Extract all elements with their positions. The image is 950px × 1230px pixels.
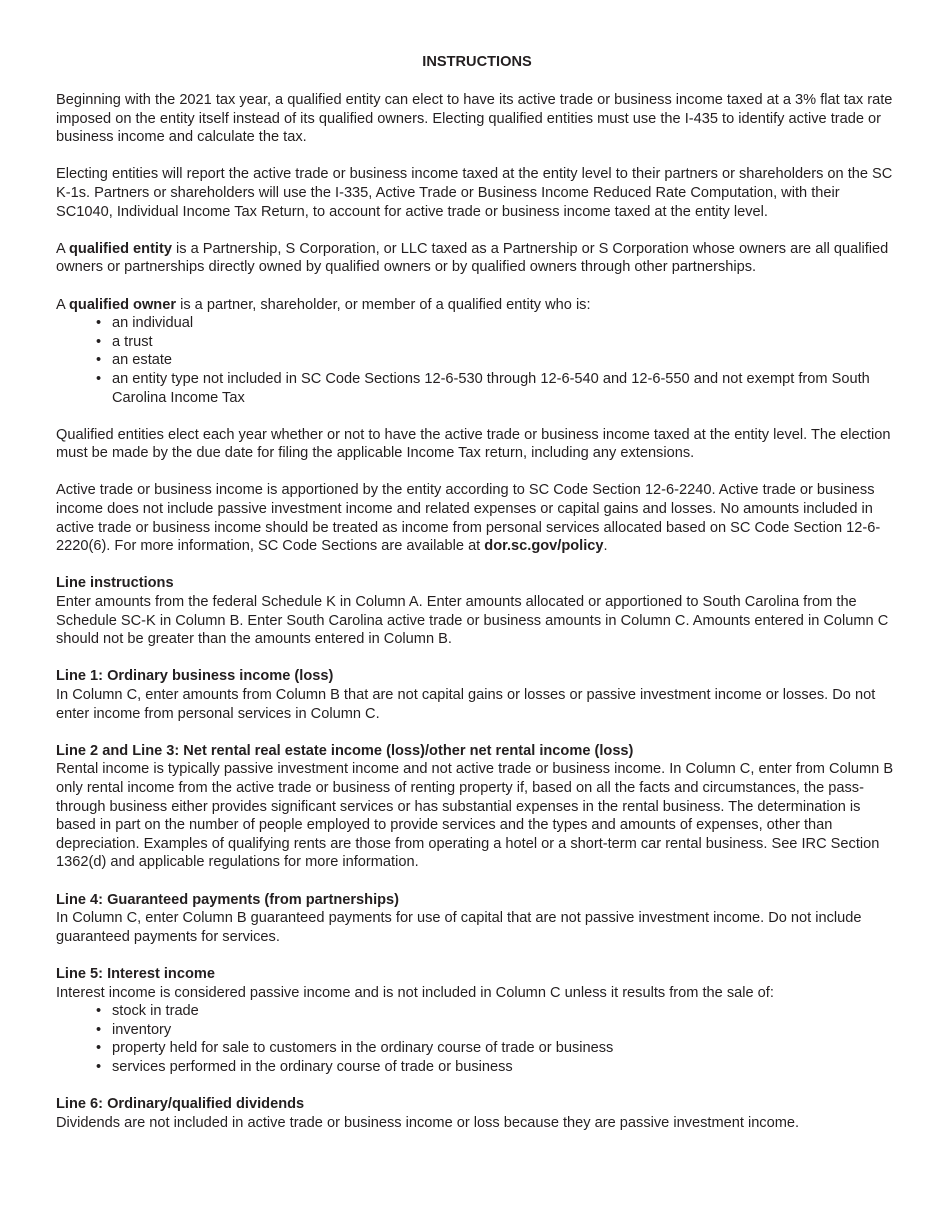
line-2-3-section [56, 742, 898, 872]
section-text: Enter amounts from the federal Schedule K in Column A. Enter amounts allocated or apportioned to South Carolina from the Schedule SC-K in Column B. Enter South Carolina active trade or business amounts in Column C. Amounts entered in Column C should not be greater than the amounts entered in Column B. [56, 594, 889, 648]
section-heading: Line instructions [56, 575, 174, 592]
section-heading: Line 6: Ordinary/qualified dividends [56, 1096, 305, 1113]
section-text: In Column C, enter Column B guaranteed payments for use of capital that are not passive investment income. Do not include guaranteed payments for services. [56, 910, 862, 945]
apportion-paragraph [56, 481, 898, 555]
line-5-section [56, 965, 898, 1077]
list-item: • property held for sale to customers in the ordinary course of trade or business [112, 1039, 898, 1058]
election-paragraph: Qualified entities elect each year whether or not to have the active trade or business income taxed at the entity level. The election must be made by the due date for filing the applicable Income Tax return, including any extensions. [56, 426, 891, 462]
list-item: • a trust [112, 333, 898, 352]
line-4-section [56, 891, 898, 947]
list-item: • an estate [112, 351, 898, 370]
section-text: In Column C, enter amounts from Column B that are not capital gains or losses or passive investment income or losses. Do not enter income from personal services in Column C. [56, 687, 876, 722]
list-item: • stock in trade [112, 1002, 898, 1021]
apportion-text: Active trade or business income is apportioned by the entity according to SC Code Section 12-6-2240. Active trade or business income does not include passive investment income and related expenses or capital gains and losses. No amounts included in active trade or business income should be treated as income from personal services allocated based on SC Code Section 12-6-2220(6). For more information, SC Code Sections are available at [56, 482, 881, 555]
line-instructions-section [56, 574, 898, 648]
instructions-page [56, 52, 898, 1151]
section-text: Rental income is typically passive investment income and not active trade or business income. In Column C, enter from Column B only rental income from the active trade or business of renting property if, based on all the facts and circumstances, the pass-through business either provides significant services or has substantial expenses in the rental business. The determination is based in part on the number of people employed to provide services and the types and amounts of expenses, other than depreciation. Examples of qualifying rents are those from operating a hotel or a short-term car rental business. See IRC Section 1362(d) and applicable regulations for more information. [56, 761, 894, 871]
list-item: • inventory [112, 1021, 898, 1040]
section-heading: Line 2 and Line 3: Net rental real estate income (loss)/other net rental income (loss) [56, 742, 634, 759]
qualified-owner-definition [56, 296, 898, 315]
qualified-owner-text: is a partner, shareholder, or member of a qualified entity who is: [176, 296, 591, 313]
qualified-entity-definition [56, 240, 898, 277]
list-item: • an entity type not included in SC Code Sections 12-6-530 through 12-6-540 and 12-6-550 and not exempt from South Carolina Income Tax [112, 370, 898, 407]
section-heading: Line 1: Ordinary business income (loss) [56, 668, 334, 685]
qualified-entity-prefix: A [56, 240, 69, 257]
intro-paragraph-2: Electing entities will report the active trade or business income taxed at the entity level to their partners or shareholders on the SC K-1s. Partners or shareholders will use the I-335, Active Trade or Business Income Reduced Rate Computation, with their SC1040, Individual Income Tax Return, to account for active trade or business income taxed at the entity level. [56, 166, 893, 220]
section-heading: Line 5: Interest income [56, 965, 215, 982]
section-heading: Line 4: Guaranteed payments (from partnerships) [56, 891, 400, 908]
section-text: Interest income is considered passive income and is not included in Column C unless it results from the sale of: [56, 984, 774, 1001]
list-item: • an individual [112, 314, 898, 333]
qualified-entity-term: qualified entity [68, 240, 172, 257]
policy-link[interactable]: dor.sc.gov/policy [484, 538, 604, 555]
list-item: • services performed in the ordinary course of trade or business [112, 1058, 898, 1077]
section-text: Dividends are not included in active trade or business income or loss because they are passive investment income. [56, 1114, 800, 1131]
line-1-section [56, 667, 898, 723]
page-title: INSTRUCTIONS [422, 54, 532, 70]
line-5-list [56, 1002, 898, 1076]
qualified-owner-list [56, 314, 898, 407]
line-6-section [56, 1095, 898, 1132]
apportion-suffix: . [603, 538, 608, 555]
qualified-entity-text: is a Partnership, S Corporation, or LLC taxed as a Partnership or S Corporation whose owners are all qualified owners or partnerships directly owned by qualified owners or by qualified owners through other partnerships. [56, 240, 889, 276]
qualified-owner-prefix: A [56, 296, 69, 313]
intro-paragraph-1: Beginning with the 2021 tax year, a qualified entity can elect to have its active trade or business income taxed at a 3% flat tax rate imposed on the entity itself instead of its qualified owners. Electing qualified entities must use the I-435 to identify active trade or business income and calculate the tax. [56, 92, 893, 146]
qualified-owner-term: qualified owner [68, 296, 177, 313]
